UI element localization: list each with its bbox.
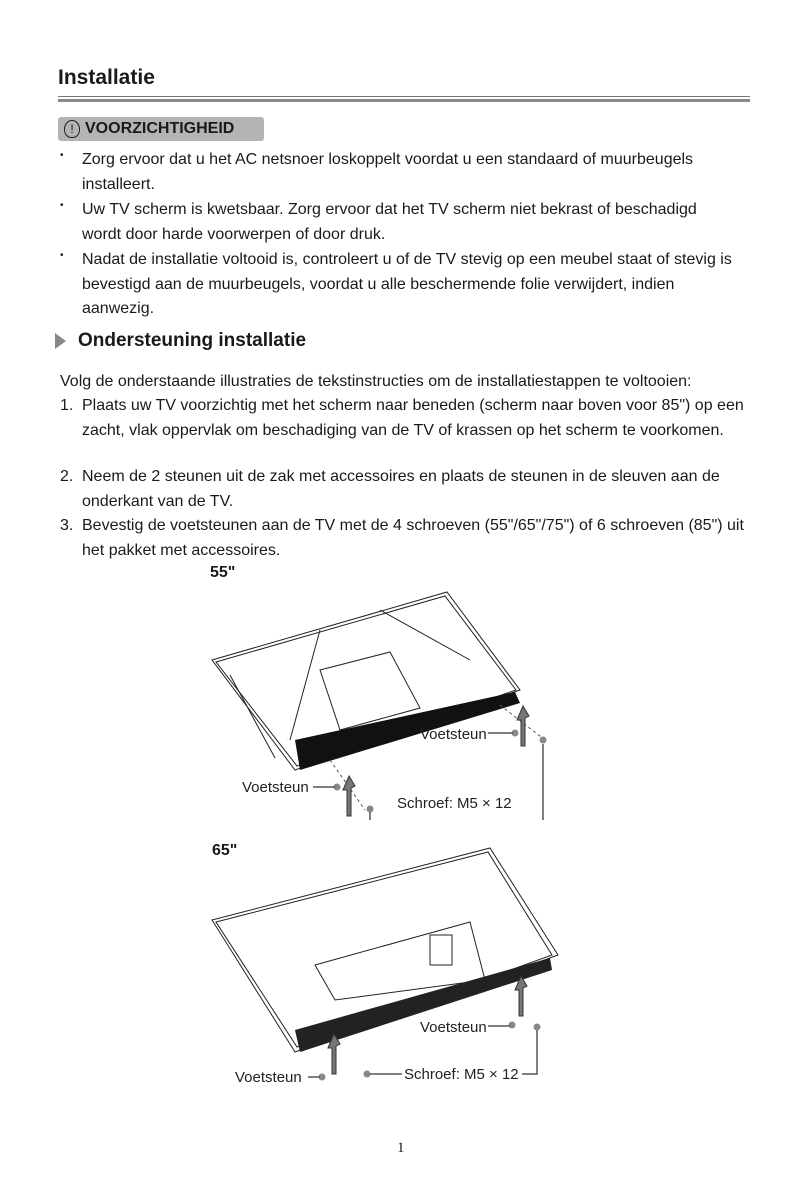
- step-text: Neem de 2 steunen uit de zak met accessoires en plaats de steunen in de sleuven aan de onderkant van de TV.: [82, 468, 720, 510]
- screw-icon: [364, 1071, 371, 1078]
- caution-item: • Uw TV scherm is kwetsbaar. Zorg ervoor dat het TV scherm niet bekrast of beschadigd wordt door harde voorwerpen of door druk.: [60, 198, 740, 247]
- caution-item: • Zorg ervoor dat u het AC netsnoer loskoppelt voordat u een standaard of muurbeugels installeert.: [60, 148, 740, 197]
- caution-icon: !: [64, 120, 80, 138]
- screw-icon: [540, 737, 547, 744]
- figure-55-label: 55": [210, 564, 236, 581]
- caution-text: Zorg ervoor dat u het AC netsnoer loskoppelt voordat u een standaard of muurbeugels installeert.: [82, 151, 694, 193]
- screw-icon: [534, 1024, 541, 1031]
- caution-text: Nadat de installatie voltooid is, controleert u of de TV stevig op een meubel staat of stevig is bevestigd aan de muurbeugels, voordat u alle beschermende folie verwijdert, indien aanwezig.: [82, 251, 732, 317]
- caution-badge: [58, 117, 264, 141]
- step-number: 2.: [60, 468, 74, 485]
- figure-65-label: 65": [212, 842, 238, 859]
- stand-label: Voetsteun: [235, 1069, 302, 1086]
- page-number: 1: [397, 1140, 405, 1156]
- section-title: Ondersteuning installatie: [78, 330, 307, 351]
- screw-label: Schroef: M5 × 12: [397, 795, 512, 812]
- stand-label: Voetsteun: [420, 1019, 487, 1036]
- step-item: [60, 394, 750, 443]
- step-number: 1.: [60, 397, 74, 414]
- step-text: Bevestig de voetsteunen aan de TV met de 4 schroeven (55"/65"/75") of 6 schroeven (85") uit het pakket met accessoires.: [82, 517, 744, 559]
- section-intro: Volg de onderstaande illustraties de tekstinstructies om de installatiestappen te voltooien:: [60, 373, 692, 390]
- title-divider-thick: [58, 99, 750, 102]
- page-title: Installatie: [58, 66, 155, 89]
- step-item: [60, 465, 750, 514]
- caution-item: • Nadat de installatie voltooid is, controleert u of de TV stevig op een meubel staat of stevig is bevestigd aan de muurbeugels, voordat u alle beschermende folie verwijdert, indien aanwezig.: [60, 248, 740, 322]
- step-number: 3.: [60, 517, 74, 534]
- screw-icon: [367, 806, 374, 813]
- step-item: [60, 514, 750, 563]
- section-heading: [55, 330, 306, 352]
- tv-55-stand-illustration: [180, 580, 580, 820]
- triangle-bullet-icon: [55, 333, 66, 349]
- stand-label: Voetsteun: [242, 779, 309, 796]
- tv-65-stand-illustration: [200, 840, 560, 1090]
- caution-label: VOORZICHTIGHEID: [85, 120, 235, 137]
- screw-label: Schroef: M5 × 12: [404, 1066, 519, 1083]
- title-divider: [58, 96, 750, 97]
- stand-label: Voetsteun: [420, 726, 487, 743]
- step-text: Plaats uw TV voorzichtig met het scherm naar beneden (scherm naar boven voor 85") op een zacht, vlak oppervlak om beschadiging van de TV of krassen op het scherm te voorkomen.: [82, 397, 744, 439]
- caution-text: Uw TV scherm is kwetsbaar. Zorg ervoor dat het TV scherm niet bekrast of beschadigd wordt door harde voorwerpen of door druk.: [82, 201, 697, 243]
